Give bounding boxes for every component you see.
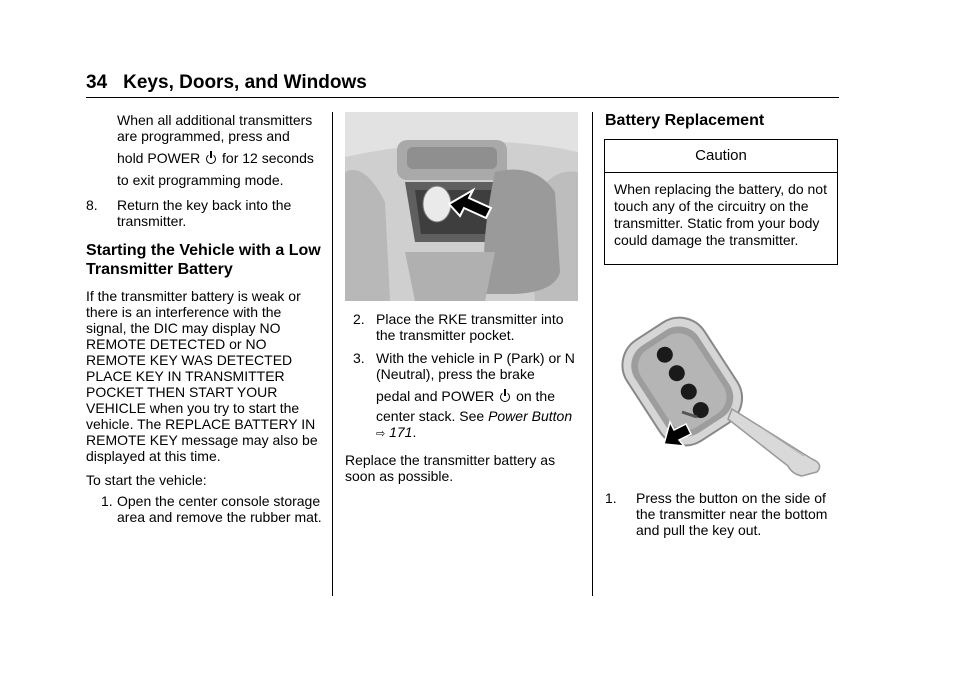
- replace-battery-paragraph: Replace the transmitter battery as soon as possible.: [345, 452, 556, 484]
- step-3-line-3: [376, 408, 585, 442]
- section-heading-low-battery: Starting the Vehicle with a Low Transmitter Battery: [86, 242, 321, 278]
- power-button-reference: Power Button: [488, 408, 573, 424]
- step-8-number: 8.: [86, 197, 98, 213]
- continued-line-1: When all additional transmitters are programmed, press and: [117, 112, 313, 144]
- key-fob-illustration: [612, 294, 832, 480]
- twelve-seconds-text: for 12 seconds: [222, 150, 314, 166]
- power-icon: [500, 392, 510, 402]
- see-text: center stack. See: [376, 408, 485, 424]
- step-1-battery: [605, 490, 843, 538]
- caution-text: When replacing the battery, do not touch any of the circuitry on the transmitter. Static from your body could damage the transmitter.: [614, 181, 827, 248]
- pedal-power-text: pedal and POWER: [376, 388, 495, 404]
- continued-line-3: to exit programming mode.: [117, 172, 284, 188]
- step-1-battery-text: Press the button on the side of the transmitter near the bottom and pull the key out.: [636, 490, 828, 538]
- section-heading-battery-replacement: Battery Replacement: [605, 112, 765, 129]
- key-fob-image: [612, 294, 832, 480]
- step-3-number: 3.: [353, 350, 365, 366]
- low-battery-paragraph: If the transmitter battery is weak or there is an interference with the signal, the DIC may display NO REMOTE DETECTED or NO REMOTE KEY WAS DETECTED PLACE KEY IN TRANSMITTER POCKET THEN START YOUR VEHICLE when you try to start the vehicle. The REPLACE BATTERY IN REMOTE KEY message may also be displayed at this time.: [86, 288, 318, 464]
- column-3-steps: [605, 490, 843, 538]
- step-8-text: Return the key back into the transmitter.: [117, 197, 292, 229]
- to-start-text: To start the vehicle:: [86, 472, 207, 488]
- column-divider-2: [592, 112, 593, 596]
- step-3-text: [376, 350, 585, 442]
- column-1: [86, 112, 324, 525]
- page-ref-arrow-icon: ⇨: [376, 428, 386, 440]
- caution-title: Caution: [605, 140, 837, 173]
- section-title: Keys, Doors, and Windows: [123, 72, 367, 93]
- continued-step-text: [86, 112, 324, 188]
- step-1-console: [86, 493, 324, 525]
- column-2: [345, 311, 585, 484]
- page-number: 34: [86, 72, 108, 93]
- step-2: [345, 311, 585, 343]
- header-rule: [86, 97, 839, 98]
- step-8: [86, 197, 324, 229]
- on-the-text: on the: [516, 388, 556, 404]
- step-1-battery-number: 1.: [605, 490, 617, 506]
- step-3: [345, 350, 585, 442]
- step-3-line-1: With the vehicle in P (Park) or N (Neutral), press the brake: [376, 350, 575, 382]
- step-1-number: 1.: [101, 493, 113, 509]
- column-divider-1: [332, 112, 333, 596]
- console-pocket-illustration: [345, 112, 578, 301]
- page-header: [86, 72, 367, 94]
- caution-box: [604, 139, 838, 265]
- sentence-end: .: [412, 424, 417, 440]
- continued-line-2: [117, 150, 314, 166]
- step-1-text: Open the center console storage area and remove the rubber mat.: [117, 493, 322, 525]
- step-2-number: 2.: [353, 311, 365, 327]
- step-3-line-2: [376, 388, 555, 404]
- console-pocket-image: [345, 112, 578, 301]
- power-icon: [206, 154, 216, 164]
- reference-page-number: 171: [389, 424, 413, 440]
- hold-power-text: hold POWER: [117, 150, 201, 166]
- step-2-text: Place the RKE transmitter into the transmitter pocket.: [376, 311, 564, 343]
